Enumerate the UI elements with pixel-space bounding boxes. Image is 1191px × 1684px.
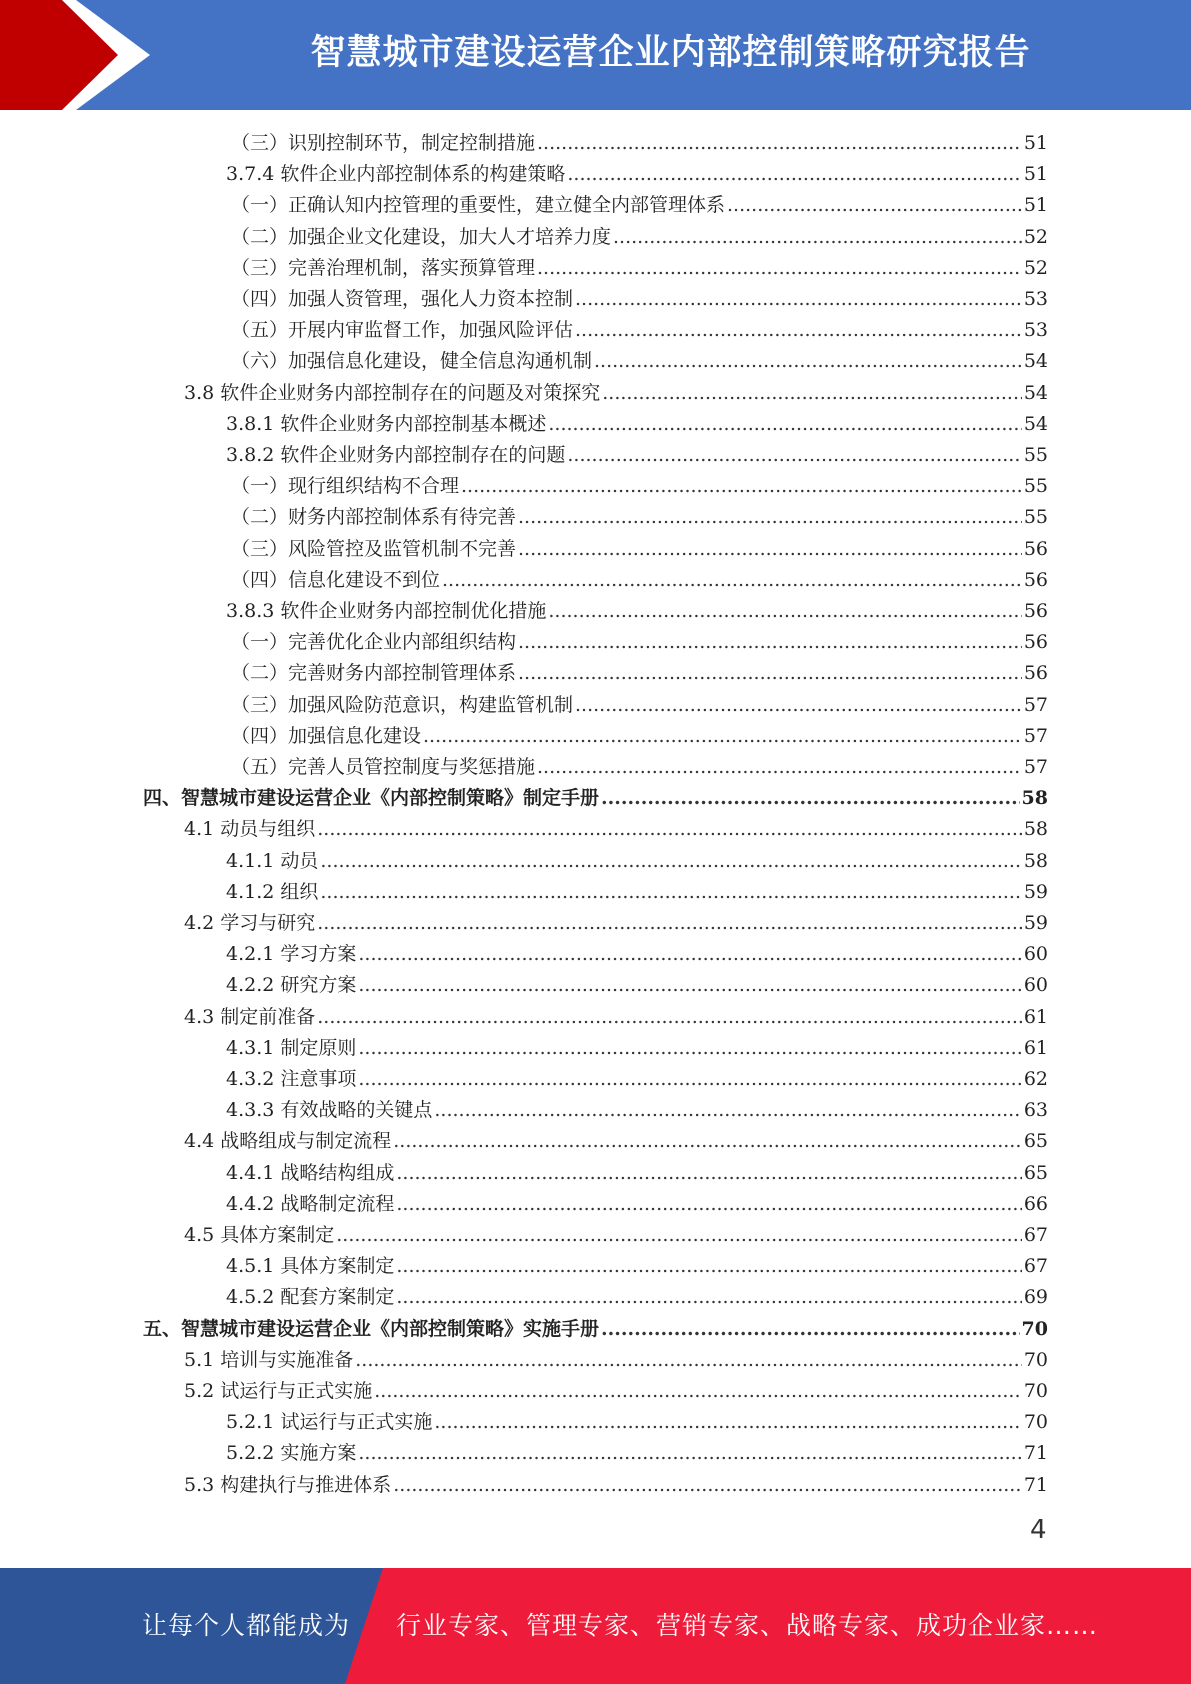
toc-dot-leader	[518, 658, 1022, 689]
toc-entry-page: 60	[1023, 943, 1048, 966]
toc-dot-leader	[548, 596, 1021, 627]
toc-entry-page: 56	[1023, 662, 1048, 685]
toc-entry-page: 54	[1023, 350, 1048, 373]
toc-entry-page: 67	[1023, 1224, 1048, 1246]
toc-entry-page: 54	[1023, 381, 1048, 404]
toc-entry[interactable]	[226, 1407, 1048, 1438]
toc-entry-page: 65	[1023, 1130, 1048, 1153]
toc-entry-page: 58	[1021, 787, 1048, 810]
toc-entry-page: 70	[1021, 1317, 1048, 1340]
toc-entry-title: 4.1.1 动员	[226, 849, 319, 872]
toc-entry[interactable]	[226, 970, 1048, 1001]
toc-entry[interactable]	[226, 846, 1048, 877]
toc-entry-page: 59	[1023, 912, 1048, 934]
toc-entry[interactable]	[143, 783, 1048, 814]
toc-entry-page: 55	[1023, 506, 1048, 529]
toc-dot-leader	[518, 627, 1022, 658]
toc-entry-title: 3.7.4 软件企业内部控制体系的构建策略	[226, 163, 566, 186]
toc-entry-title: （二）加强企业文化建设，加大人才培养力度	[231, 225, 612, 248]
toc-entry[interactable]	[231, 534, 1048, 565]
toc-entry-title: （三）加强风险防范意识，构建监管机制	[231, 693, 574, 716]
toc-entry-page: 56	[1023, 600, 1048, 622]
toc-dot-leader	[601, 783, 1020, 814]
toc-entry[interactable]	[226, 159, 1048, 190]
toc-dot-leader	[355, 1345, 1022, 1376]
toc-dot-leader	[575, 690, 1022, 721]
toc-entry-page: 55	[1023, 444, 1048, 466]
toc-dot-leader	[594, 346, 1022, 377]
toc-dot-leader	[317, 908, 1022, 939]
toc-entry[interactable]	[231, 627, 1048, 658]
toc-dot-leader	[548, 409, 1021, 440]
toc-entry-page: 57	[1023, 693, 1048, 716]
toc-dot-leader	[358, 1064, 1021, 1095]
toc-dot-leader	[434, 1407, 1021, 1438]
toc-entry-title: 4.2.2 研究方案	[226, 974, 357, 997]
toc-entry-page: 70	[1023, 1348, 1048, 1371]
toc-entry[interactable]	[184, 1470, 1048, 1501]
toc-entry[interactable]	[143, 1314, 1048, 1345]
toc-entry-page: 62	[1023, 1068, 1048, 1090]
toc-entry-page: 63	[1023, 1099, 1048, 1122]
toc-entry[interactable]	[231, 128, 1048, 159]
toc-dot-leader	[320, 877, 1021, 908]
footer-slogan-left: 让每个人都能成为	[142, 1611, 351, 1640]
header-title: 智慧城市建设运营企业内部控制策略研究报告	[310, 33, 1031, 73]
toc-dot-leader	[442, 565, 1022, 596]
toc-entry-title: 4.4.2 战略制定流程	[226, 1192, 395, 1215]
toc-entry-title: （五）完善人员管控制度与奖惩措施	[231, 756, 536, 778]
toc-dot-leader	[320, 846, 1021, 877]
toc-dot-leader	[575, 315, 1022, 346]
toc-entry-title: 4.1.2 组织	[226, 880, 319, 903]
toc-entry[interactable]	[231, 346, 1048, 377]
toc-entry[interactable]	[226, 877, 1048, 908]
toc-dot-leader	[317, 814, 1022, 845]
toc-dot-leader	[358, 970, 1021, 1001]
toc-entry[interactable]	[226, 440, 1048, 471]
toc-dot-leader	[423, 721, 1022, 752]
toc-entry[interactable]	[226, 1033, 1048, 1064]
toc-dot-leader	[537, 752, 1022, 783]
toc-dot-leader	[601, 1314, 1020, 1345]
toc-entry-title: 5.3 构建执行与推进体系	[184, 1473, 392, 1496]
toc-entry-title: 5.2.1 试运行与正式实施	[226, 1411, 433, 1434]
toc-entry-title: 5.2 试运行与正式实施	[184, 1380, 373, 1402]
toc-dot-leader	[727, 190, 1022, 221]
toc-dot-leader	[396, 1158, 1021, 1189]
toc-entry[interactable]	[226, 596, 1048, 627]
toc-entry[interactable]	[226, 1438, 1048, 1469]
toc-entry-title: （一）完善优化企业内部组织结构	[231, 631, 517, 654]
page-footer	[0, 1568, 1191, 1684]
toc-entry-title: 3.8.2 软件企业财务内部控制存在的问题	[226, 444, 566, 466]
toc-entry-page: 51	[1023, 194, 1048, 217]
toc-entry-title: （二）财务内部控制体系有待完善	[231, 506, 517, 529]
toc-entry-title: （六）加强信息化建设，健全信息沟通机制	[231, 350, 593, 373]
toc-dot-leader	[396, 1189, 1021, 1220]
toc-entry-page: 61	[1023, 1005, 1048, 1028]
toc-entry[interactable]	[231, 190, 1048, 221]
toc-dot-leader	[358, 1033, 1021, 1064]
toc-entry-page: 66	[1023, 1192, 1048, 1215]
toc-entry[interactable]	[231, 658, 1048, 689]
toc-dot-leader	[567, 440, 1021, 471]
toc-entry-title: （四）信息化建设不到位	[231, 568, 441, 591]
toc-dot-leader	[396, 1282, 1021, 1313]
toc-entry-title: 4.3 制定前准备	[184, 1005, 316, 1028]
toc-entry-page: 70	[1023, 1380, 1048, 1402]
footer-slogan-right: 行业专家、管理专家、营销专家、战略专家、成功企业家……	[396, 1611, 1099, 1640]
toc-entry[interactable]	[184, 1220, 1048, 1251]
toc-entry-page: 57	[1023, 756, 1048, 778]
toc-entry[interactable]	[184, 1345, 1048, 1376]
toc-entry-title: 4.4 战略组成与制定流程	[184, 1130, 392, 1153]
toc-entry[interactable]	[231, 471, 1048, 502]
toc-entry[interactable]	[226, 1095, 1048, 1126]
toc-entry-page: 56	[1023, 568, 1048, 591]
toc-entry-page: 71	[1023, 1473, 1048, 1496]
toc-entry[interactable]	[231, 222, 1048, 253]
toc-entry-title: 5.1 培训与实施准备	[184, 1348, 354, 1371]
toc-entry[interactable]	[231, 253, 1048, 284]
toc-dot-leader	[518, 502, 1022, 533]
toc-dot-leader	[374, 1376, 1022, 1407]
toc-dot-leader	[518, 534, 1022, 565]
toc-dot-leader	[461, 471, 1022, 502]
toc-entry-page: 51	[1023, 132, 1048, 154]
toc-entry-title: （五）开展内审监督工作，加强风险评估	[231, 319, 574, 342]
toc-dot-leader	[396, 1251, 1021, 1282]
toc-entry[interactable]	[231, 721, 1048, 752]
toc-dot-leader	[358, 939, 1021, 970]
toc-entry-page: 56	[1023, 631, 1048, 654]
toc-dot-leader	[317, 1002, 1022, 1033]
toc-entry-title: （四）加强信息化建设	[231, 724, 422, 747]
toc-entry-title: 4.3.2 注意事项	[226, 1068, 357, 1090]
toc-entry-title: 3.8.1 软件企业财务内部控制基本概述	[226, 412, 547, 435]
toc-entry-title: （二）完善财务内部控制管理体系	[231, 662, 517, 685]
toc-entry-title: 4.3.3 有效战略的关键点	[226, 1099, 433, 1122]
toc-entry-page: 53	[1023, 288, 1048, 310]
toc-entry[interactable]	[226, 1064, 1048, 1095]
toc-entry-title: 5.2.2 实施方案	[226, 1442, 357, 1465]
toc-entry[interactable]	[226, 1282, 1048, 1313]
toc-entry-page: 56	[1023, 537, 1048, 560]
toc-entry-page: 65	[1023, 1161, 1048, 1184]
toc-entry[interactable]	[184, 1126, 1048, 1157]
toc-entry-title: 四、智慧城市建设运营企业《内部控制策略》制定手册	[143, 787, 600, 810]
toc-dot-leader	[393, 1470, 1022, 1501]
toc-entry-page: 52	[1023, 256, 1048, 279]
toc-entry[interactable]	[226, 1158, 1048, 1189]
toc-entry-title: 3.8.3 软件企业财务内部控制优化措施	[226, 600, 547, 622]
toc-entry-page: 69	[1023, 1286, 1048, 1309]
toc-entry-page: 61	[1023, 1036, 1048, 1059]
toc-dot-leader	[613, 222, 1022, 253]
toc-entry-title: （一）现行组织结构不合理	[231, 475, 460, 498]
toc-entry[interactable]	[226, 1251, 1048, 1282]
toc-entry-title: （三）识别控制环节，制定控制措施	[231, 132, 536, 154]
toc-entry-page: 60	[1023, 974, 1048, 997]
toc-entry-title: （一）正确认知内控管理的重要性，建立健全内部管理体系	[231, 194, 726, 217]
toc-dot-leader	[393, 1126, 1022, 1157]
toc-dot-leader	[537, 128, 1022, 159]
toc-entry[interactable]	[231, 690, 1048, 721]
toc-entry-title: 4.5.2 配套方案制定	[226, 1286, 395, 1309]
toc-entry-page: 54	[1023, 412, 1048, 435]
toc-entry-page: 51	[1023, 163, 1048, 186]
toc-entry-title: 4.5.1 具体方案制定	[226, 1255, 395, 1278]
toc-dot-leader	[567, 159, 1021, 190]
toc-entry-page: 58	[1023, 849, 1048, 872]
toc-dot-leader	[434, 1095, 1021, 1126]
toc-entry[interactable]	[226, 409, 1048, 440]
toc-entry-title: 4.1 动员与组织	[184, 818, 316, 841]
toc-entry-title: 4.2 学习与研究	[184, 912, 316, 934]
toc-entry[interactable]	[231, 565, 1048, 596]
toc-entry[interactable]	[226, 939, 1048, 970]
toc-entry-page: 70	[1023, 1411, 1048, 1434]
toc-entry[interactable]	[184, 908, 1048, 939]
toc-dot-leader	[336, 1220, 1022, 1251]
toc-entry-title: （四）加强人资管理，强化人力资本控制	[231, 288, 574, 310]
toc-dot-leader	[358, 1438, 1021, 1469]
toc-entry[interactable]	[226, 1189, 1048, 1220]
toc-entry-title: （三）风险管控及监管机制不完善	[231, 537, 517, 560]
toc-entry-page: 55	[1023, 475, 1048, 498]
toc-entry[interactable]	[184, 814, 1048, 845]
toc-entry[interactable]	[184, 378, 1048, 409]
toc-entry-page: 71	[1023, 1442, 1048, 1465]
toc-dot-leader	[537, 253, 1022, 284]
toc-entry[interactable]	[184, 1376, 1048, 1407]
toc-entry[interactable]	[231, 315, 1048, 346]
toc-entry[interactable]	[231, 502, 1048, 533]
toc-entry-title: 4.5 具体方案制定	[184, 1224, 335, 1246]
toc-dot-leader	[602, 378, 1022, 409]
page-header	[0, 0, 1191, 110]
toc-entry[interactable]	[184, 1002, 1048, 1033]
toc-entry-page: 67	[1023, 1255, 1048, 1278]
toc-entry-title: 3.8 软件企业财务内部控制存在的问题及对策探究	[184, 381, 601, 404]
toc-dot-leader	[575, 284, 1022, 315]
toc-entry-title: 五、智慧城市建设运营企业《内部控制策略》实施手册	[143, 1317, 600, 1340]
toc-entry-page: 53	[1023, 319, 1048, 342]
page-number: 4	[1030, 1515, 1047, 1545]
toc-entry-page: 57	[1023, 724, 1048, 747]
toc-entry-page: 52	[1023, 225, 1048, 248]
toc-entry-title: 4.4.1 战略结构组成	[226, 1161, 395, 1184]
toc-entry-page: 59	[1023, 880, 1048, 903]
toc-entry-page: 58	[1023, 818, 1048, 841]
toc-entry-title: （三）完善治理机制，落实预算管理	[231, 256, 536, 279]
toc-entry[interactable]	[231, 284, 1048, 315]
toc-entry-title: 4.2.1 学习方案	[226, 943, 357, 966]
toc-entry-title: 4.3.1 制定原则	[226, 1036, 357, 1059]
toc-entry[interactable]	[231, 752, 1048, 783]
